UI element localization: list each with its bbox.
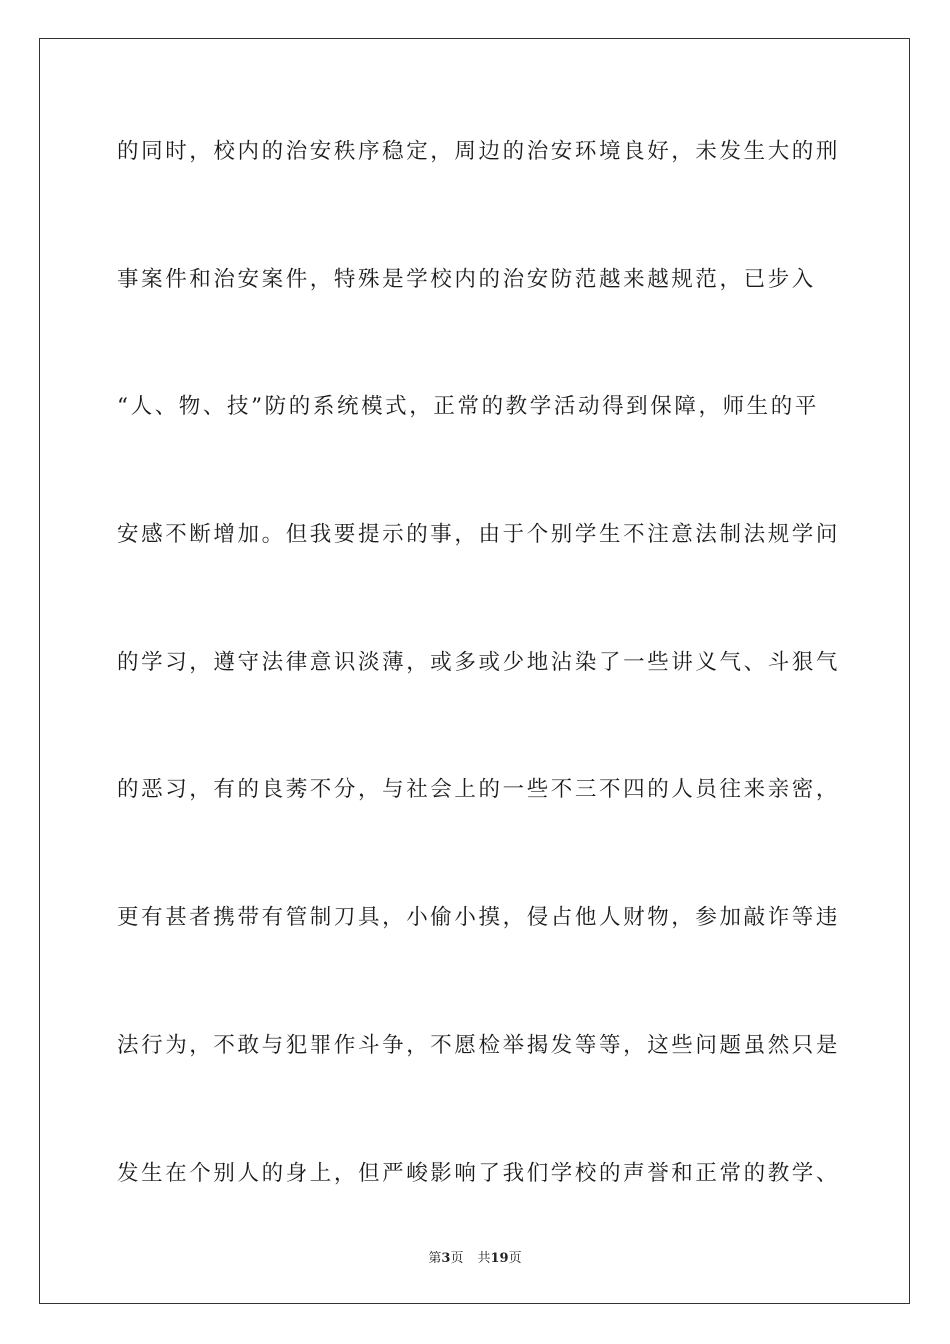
text-line: 安感不断增加。但我要提示的事，由于个别学生不注意法制法规学问 xyxy=(117,522,841,548)
total-pages: 19 xyxy=(490,1251,509,1266)
page-number: 3 xyxy=(441,1251,451,1266)
document-body xyxy=(117,128,841,1277)
total-prefix: 共 xyxy=(477,1251,491,1266)
page-prefix: 第 xyxy=(428,1251,442,1266)
text-line: “人、物、技”防的系统模式，正常的教学活动得到保障，师生的平 xyxy=(117,394,819,420)
page-footer xyxy=(0,1247,950,1266)
total-suffix: 页 xyxy=(508,1251,522,1266)
text-line: 更有甚者携带有管制刀具，小偷小摸，侵占他人财物，参加敲诈等违 xyxy=(117,905,841,931)
text-line: 事案件和治安案件，特殊是学校内的治安防范越来越规范，已步入 xyxy=(117,266,816,292)
text-line: 法行为，不敢与犯罪作斗争，不愿检举揭发等等，这些问题虽然只是 xyxy=(117,1032,841,1058)
text-line: 的学习，遵守法律意识淡薄，或多或少地沾染了一些讲义气、斗狠气 xyxy=(117,649,841,675)
page-suffix: 页 xyxy=(450,1251,464,1266)
text-line: 发生在个别人的身上，但严峻影响了我们学校的声誉和正常的教学、 xyxy=(117,1160,841,1186)
text-line: 的恶习，有的良莠不分，与社会上的一些不三不四的人员往来亲密， xyxy=(117,777,841,803)
text-line: 的同时，校内的治安秩序稳定，周边的治安环境良好，未发生大的刑 xyxy=(117,139,841,164)
